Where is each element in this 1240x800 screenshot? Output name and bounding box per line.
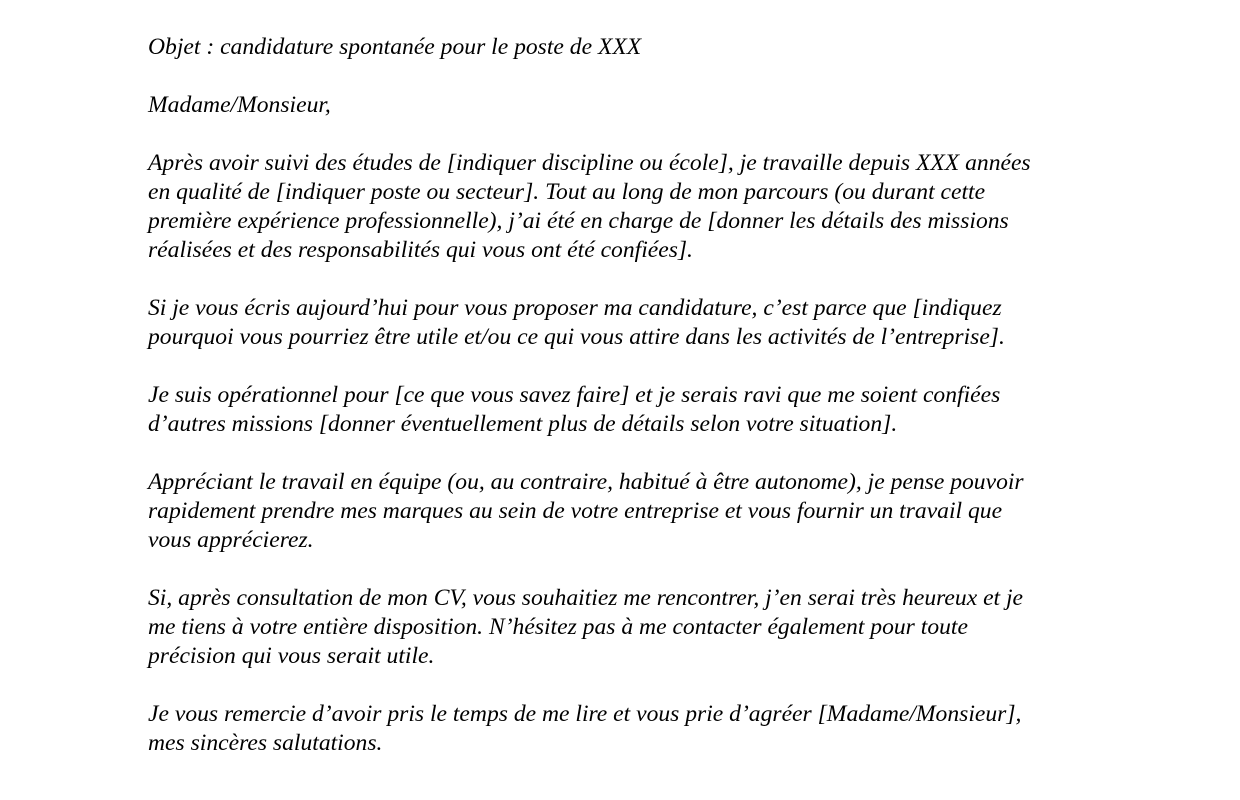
text-line: en qualité de [indiquer poste ou secteur]. Tout au long de mon parcours (ou durant cette <box>148 179 986 205</box>
letter-salutation <box>148 91 1108 120</box>
paragraph-teamwork <box>148 468 1108 555</box>
text-line: rapidement prendre mes marques au sein de votre entreprise et vous fournir un travail que <box>148 498 1003 524</box>
text-line: première expérience professionnelle), j’ai été en charge de [donner les détails des missions <box>148 208 1009 234</box>
letter-subject <box>148 33 1108 62</box>
paragraph-meeting <box>148 584 1108 671</box>
text-line: Je suis opérationnel pour [ce que vous savez faire] et je serais ravi que me soient confiées <box>148 382 1001 408</box>
text-line: précision qui vous serait utile. <box>148 643 435 669</box>
paragraph-closing <box>148 700 1108 758</box>
text-line: mes sincères salutations. <box>148 730 383 756</box>
text-line: Si je vous écris aujourd’hui pour vous proposer ma candidature, c’est parce que [indiquez <box>148 295 1002 321</box>
paragraph-studies <box>148 149 1108 265</box>
text-line: Je vous remercie d’avoir pris le temps de me lire et vous prie d’agréer [Madame/Monsieur], <box>148 701 1022 727</box>
text-line: me tiens à votre entière disposition. N’hésitez pas à me contacter également pour toute <box>148 614 968 640</box>
subject-line: Objet : candidature spontanée pour le poste de XXX <box>148 34 642 60</box>
text-line: d’autres missions [donner éventuellement plus de détails selon votre situation]. <box>148 411 898 437</box>
cover-letter <box>148 33 1108 758</box>
text-line: vous apprécierez. <box>148 527 314 553</box>
paragraph-skills <box>148 381 1108 439</box>
text-line: pourquoi vous pourriez être utile et/ou ce qui vous attire dans les activités de l’entreprise]. <box>148 324 1005 350</box>
text-line: Si, après consultation de mon CV, vous souhaitiez me rencontrer, j’en serai très heureux et je <box>148 585 1024 611</box>
paragraph-motivation <box>148 294 1108 352</box>
salutation-line: Madame/Monsieur, <box>148 92 331 118</box>
text-line: Après avoir suivi des études de [indiquer discipline ou école], je travaille depuis XXX années <box>148 150 1031 176</box>
text-line: réalisées et des responsabilités qui vous ont été confiées]. <box>148 237 693 263</box>
text-line: Appréciant le travail en équipe (ou, au contraire, habitué à être autonome), je pense pouvoir <box>148 469 1024 495</box>
